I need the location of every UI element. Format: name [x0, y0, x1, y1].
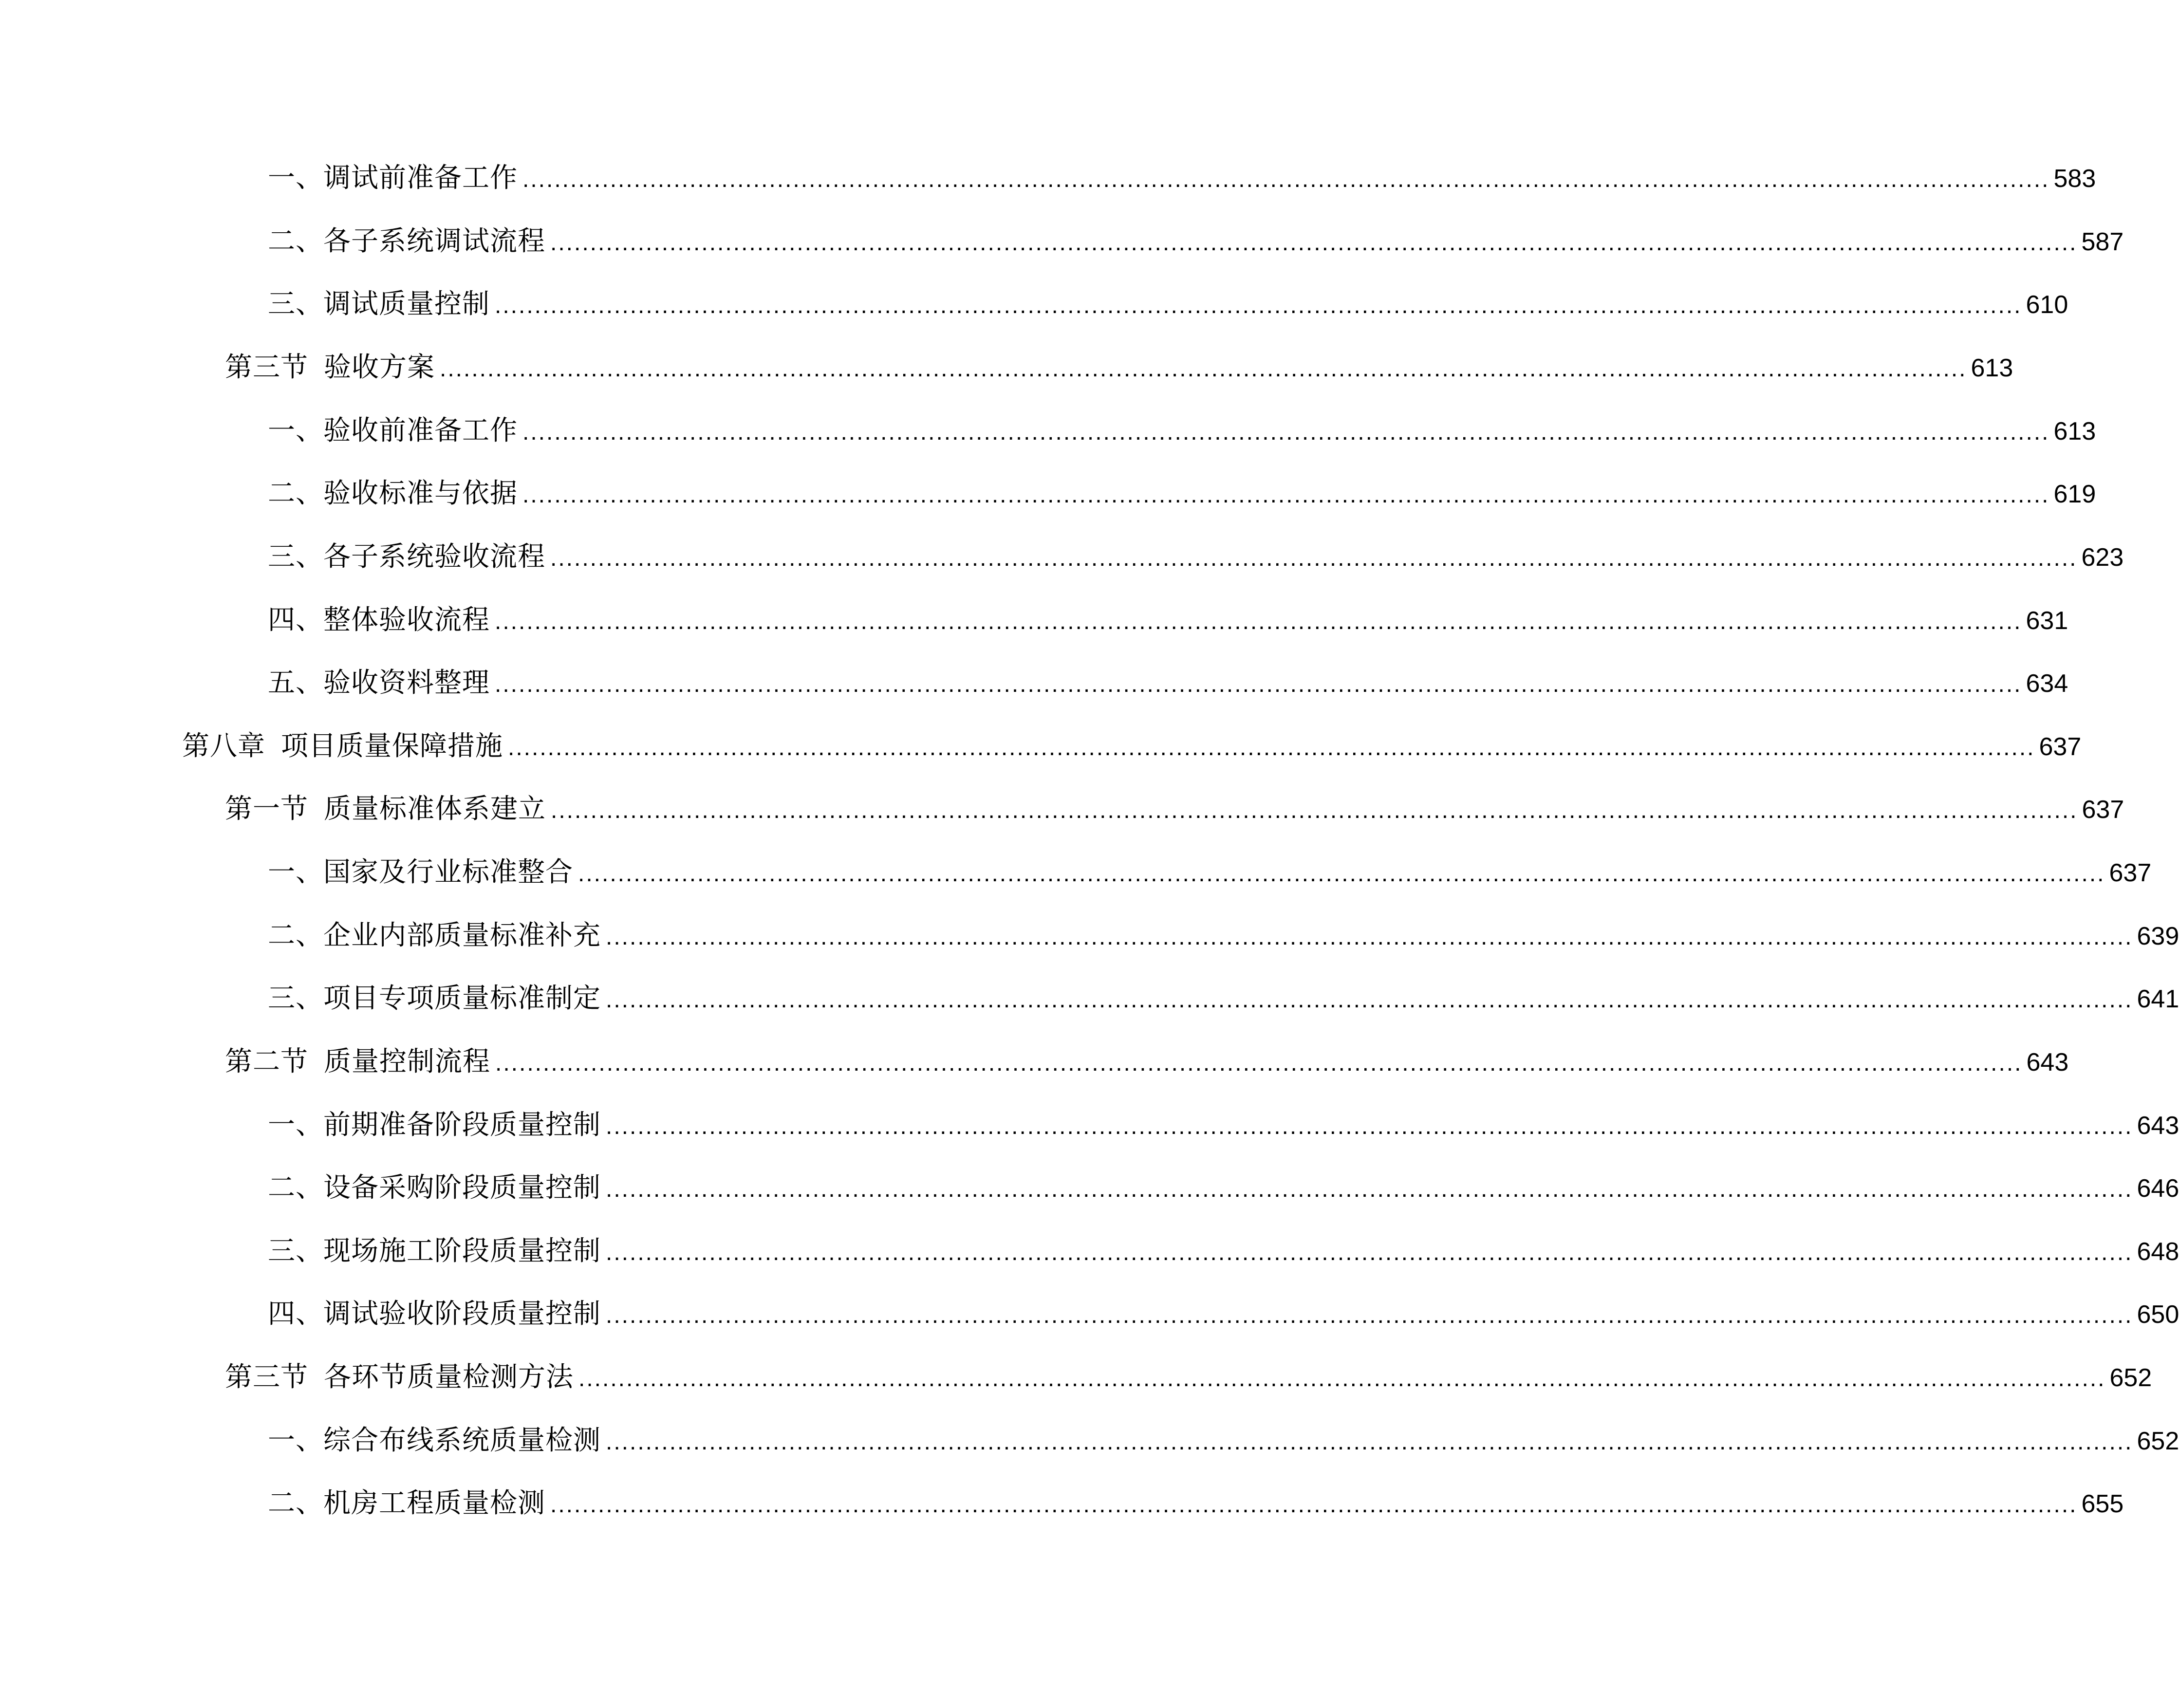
toc-dot-leader: ................................................................................................................................................................................................	[578, 861, 2105, 887]
toc-entry-prefix: 第二节	[225, 1046, 308, 1077]
toc-entry[interactable]	[268, 601, 2068, 640]
toc-entry[interactable]	[268, 285, 2068, 324]
toc-entry-label: 二、企业内部质量标准补充	[268, 920, 601, 951]
toc-dot-leader: ................................................................................................................................................................................................	[522, 167, 2050, 192]
toc-entry-label: 一、验收前准备工作	[268, 415, 518, 446]
toc-entry[interactable]	[268, 979, 2179, 1018]
toc-dot-leader: ................................................................................................................................................................................................	[495, 293, 2022, 318]
toc-entry-prefix: 第三节	[225, 1361, 308, 1393]
toc-entry-label	[225, 348, 435, 387]
toc-dot-leader: ................................................................................................................................................................................................	[606, 1176, 2133, 1202]
toc-page-number: 583	[2053, 165, 2096, 193]
toc-entry[interactable]	[268, 538, 2124, 576]
toc-page-number: 610	[2026, 291, 2068, 319]
toc-entry-label: 二、机房工程质量检测	[268, 1487, 545, 1519]
toc-page-number: 655	[2081, 1490, 2124, 1518]
toc-dot-leader: ................................................................................................................................................................................................	[522, 419, 2050, 445]
toc-page-number: 634	[2026, 669, 2068, 698]
toc-page-number: 643	[2137, 1112, 2179, 1140]
toc-dot-leader: ................................................................................................................................................................................................	[440, 356, 1967, 382]
toc-page-number: 639	[2137, 922, 2179, 950]
toc-entry-label: 一、国家及行业标准整合	[268, 856, 573, 888]
toc-entry[interactable]	[268, 159, 2096, 198]
toc-page-number: 646	[2137, 1174, 2179, 1203]
toc-entry-label: 一、前期准备阶段质量控制	[268, 1109, 601, 1141]
toc-dot-leader: ................................................................................................................................................................................................	[578, 1366, 2106, 1392]
toc-page-number: 641	[2137, 985, 2179, 1013]
toc-entry[interactable]	[268, 916, 2179, 955]
toc-page-number: 650	[2137, 1300, 2179, 1329]
toc-entry[interactable]	[225, 1358, 2152, 1397]
toc-dot-leader: ................................................................................................................................................................................................	[606, 987, 2133, 1013]
toc-page-number: 643	[2026, 1048, 2069, 1077]
toc-entry[interactable]	[268, 1295, 2179, 1334]
toc-entry-title: 验收方案	[324, 352, 435, 383]
toc-page-number: 637	[2082, 796, 2124, 824]
toc-entry[interactable]	[268, 664, 2068, 703]
toc-dot-leader: ................................................................................................................................................................................................	[606, 1302, 2133, 1328]
toc-entry[interactable]	[225, 348, 2013, 387]
toc-entry-label	[225, 1042, 490, 1081]
toc-page-number: 613	[1971, 354, 2013, 382]
toc-dot-leader: ................................................................................................................................................................................................	[606, 1114, 2133, 1139]
toc-entry-label: 一、综合布线系统质量检测	[268, 1425, 601, 1456]
toc-entry-label: 二、各子系统调试流程	[268, 225, 545, 257]
toc-page-number: 623	[2081, 543, 2124, 572]
toc-entry-title: 项目质量保障措施	[281, 730, 503, 762]
toc-entry-label	[182, 727, 503, 766]
toc-dot-leader: ................................................................................................................................................................................................	[508, 735, 2035, 761]
toc-entry[interactable]	[268, 1421, 2179, 1460]
toc-dot-leader: ................................................................................................................................................................................................	[522, 482, 2050, 508]
toc-entry[interactable]	[225, 1042, 2069, 1081]
toc-dot-leader: ................................................................................................................................................................................................	[495, 1050, 2023, 1076]
toc-page-number: 637	[2109, 859, 2152, 887]
toc-entry-title: 各环节质量检测方法	[324, 1361, 574, 1393]
toc-entry[interactable]	[268, 853, 2152, 892]
toc-entry-title: 质量标准体系建立	[324, 793, 546, 825]
toc-page-number: 631	[2026, 607, 2068, 635]
toc-entry-prefix: 第一节	[225, 793, 308, 825]
toc-page-number: 613	[2053, 417, 2096, 446]
toc-page-number: 652	[2109, 1364, 2152, 1392]
toc-entry-label: 二、验收标准与依据	[268, 478, 518, 509]
toc-entry-label: 三、现场施工阶段质量控制	[268, 1235, 601, 1267]
toc-dot-leader: ................................................................................................................................................................................................	[550, 230, 2078, 256]
toc-dot-leader: ................................................................................................................................................................................................	[550, 1492, 2078, 1518]
toc-entry-label: 五、验收资料整理	[268, 667, 490, 699]
toc-entry-label: 三、项目专项质量标准制定	[268, 983, 601, 1014]
toc-dot-leader: ................................................................................................................................................................................................	[550, 545, 2078, 571]
toc-entry[interactable]	[225, 790, 2124, 829]
toc-entry-label	[225, 790, 546, 829]
toc-entry-label: 三、调试质量控制	[268, 288, 490, 320]
toc-page-number: 648	[2137, 1238, 2179, 1266]
toc-entry-label: 三、各子系统验收流程	[268, 541, 545, 573]
toc-entry[interactable]	[268, 474, 2096, 513]
toc-entry[interactable]	[182, 727, 2082, 766]
toc-entry-label: 一、调试前准备工作	[268, 162, 518, 194]
toc-entry-prefix: 第三节	[225, 352, 308, 383]
toc-dot-leader: ................................................................................................................................................................................................	[606, 924, 2133, 950]
toc-entry[interactable]	[268, 1169, 2179, 1207]
toc-entry-prefix: 第八章	[182, 730, 265, 762]
toc-entry-label	[225, 1358, 574, 1397]
toc-page-number: 637	[2039, 733, 2082, 761]
toc-entry-title: 质量控制流程	[324, 1046, 490, 1077]
toc-entry[interactable]	[268, 1484, 2124, 1523]
toc-dot-leader: ................................................................................................................................................................................................	[551, 798, 2078, 823]
toc-page-number: 619	[2053, 480, 2096, 508]
toc-entry-label: 四、整体验收流程	[268, 604, 490, 636]
toc-entry[interactable]	[268, 411, 2096, 450]
toc-dot-leader: ................................................................................................................................................................................................	[606, 1240, 2133, 1265]
toc-entry[interactable]	[268, 1106, 2179, 1145]
toc-entry-label: 四、调试验收阶段质量控制	[268, 1298, 601, 1330]
toc-dot-leader: ................................................................................................................................................................................................	[495, 671, 2022, 697]
toc-page-number: 652	[2137, 1427, 2179, 1455]
toc-page-number: 587	[2081, 228, 2124, 256]
toc-entry[interactable]	[268, 222, 2124, 261]
toc-dot-leader: ................................................................................................................................................................................................	[495, 609, 2022, 634]
toc-entry-label: 二、设备采购阶段质量控制	[268, 1172, 601, 1204]
toc-entry[interactable]	[268, 1232, 2179, 1271]
toc-dot-leader: ................................................................................................................................................................................................	[606, 1429, 2133, 1455]
